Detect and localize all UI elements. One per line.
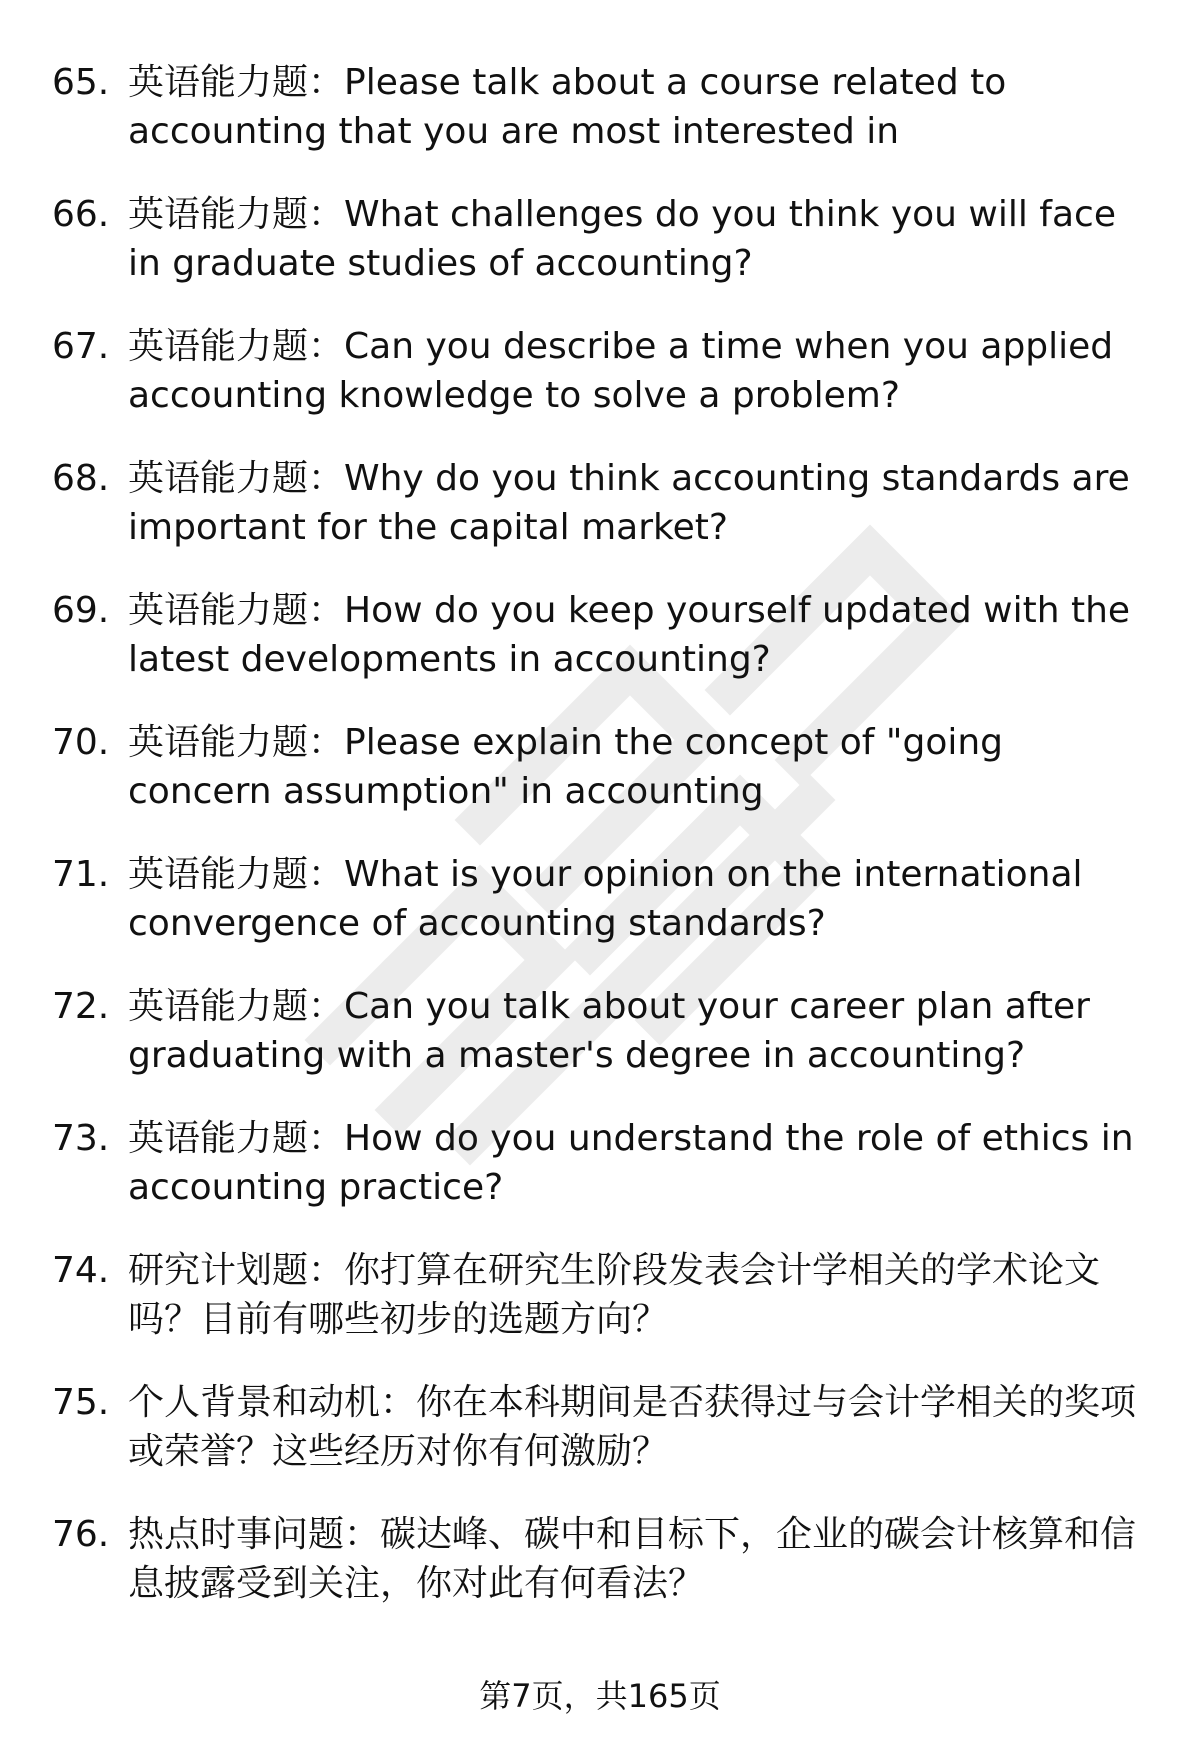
question-item-73 — [52, 1114, 1162, 1246]
page-footer — [0, 1676, 1200, 1716]
question-number: 71. — [52, 854, 110, 895]
question-text: 英语能力题：Please explain the concept of "going concern assumption" in accounting — [128, 722, 1004, 812]
question-number: 69. — [52, 590, 110, 631]
question-item-71 — [52, 850, 1162, 982]
question-text: 英语能力题：How do you keep yourself updated with the latest developments in accounting? — [128, 590, 1131, 680]
question-text: 英语能力题：Please talk about a course related to accounting that you are most interested in — [128, 62, 1007, 152]
question-number: 74. — [52, 1250, 110, 1291]
question-list — [52, 58, 1162, 1642]
question-item-74 — [52, 1246, 1162, 1378]
question-text: 英语能力题：How do you understand the role of ethics in accounting practice? — [128, 1118, 1134, 1208]
question-text: 英语能力题：What is your opinion on the international convergence of accounting standards? — [128, 854, 1083, 944]
question-text: 个人背景和动机：你在本科期间是否获得过与会计学相关的奖项或荣誉？这些经历对你有何激励？ — [128, 1382, 1137, 1472]
question-item-66 — [52, 190, 1162, 322]
question-number: 76. — [52, 1514, 110, 1555]
question-number: 67. — [52, 326, 110, 367]
question-number: 65. — [52, 62, 110, 103]
question-item-68 — [52, 454, 1162, 586]
question-number: 66. — [52, 194, 110, 235]
question-text: 英语能力题：Can you talk about your career plan after graduating with a master's degree in accounting? — [128, 986, 1090, 1076]
question-text: 英语能力题：Can you describe a time when you applied accounting knowledge to solve a problem? — [128, 326, 1114, 416]
question-number: 75. — [52, 1382, 110, 1423]
question-text: 英语能力题：What challenges do you think you will face in graduate studies of accounting? — [128, 194, 1116, 284]
question-number: 73. — [52, 1118, 110, 1159]
question-number: 68. — [52, 458, 110, 499]
question-text: 研究计划题：你打算在研究生阶段发表会计学相关的学术论文吗？目前有哪些初步的选题方向？ — [128, 1250, 1101, 1340]
page-number-label: 第7页，共165页 — [479, 1677, 721, 1715]
question-number: 72. — [52, 986, 110, 1027]
question-number: 70. — [52, 722, 110, 763]
question-item-72 — [52, 982, 1162, 1114]
question-item-70 — [52, 718, 1162, 850]
question-item-69 — [52, 586, 1162, 718]
question-item-75 — [52, 1378, 1162, 1510]
question-text: 英语能力题：Why do you think accounting standards are important for the capital market? — [128, 458, 1130, 548]
question-item-76 — [52, 1510, 1162, 1642]
question-item-65 — [52, 58, 1162, 190]
question-text: 热点时事问题：碳达峰、碳中和目标下，企业的碳会计核算和信息披露受到关注，你对此有何看法？ — [128, 1514, 1137, 1604]
question-item-67 — [52, 322, 1162, 454]
